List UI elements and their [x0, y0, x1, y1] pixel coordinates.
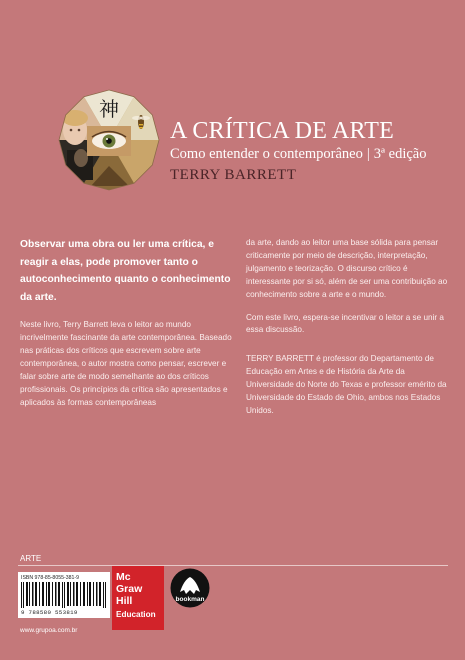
edition-label: 3ª edição [373, 146, 427, 162]
cover-emblem [57, 88, 161, 192]
book-subtitle [170, 146, 427, 163]
body-paragraph-1: Neste livro, Terry Barrett leva o leitor ao mundo incrivelmente fascinante da arte contemporânea. Baseado nas práticas dos críticos que escrevem sobre arte contemporânea, o autor mostra como pensar, escrever e falar sobre arte de modo semelhante ao dos críticos profissionais. Os princípios da crítica são apresentados e aplicados às formas contemporâneas [20, 320, 232, 407]
author-name: TERRY BARRETT [170, 167, 297, 183]
bookman-text: bookman [175, 596, 205, 603]
author-bio: TERRY BARRETT é professor do Departamento de Educação em Artes e de História da Arte da Universidade do Norte do Texas e professor emérito da Universidade do Estado de Ohio, ambos nos Estados Unidos. [246, 354, 447, 415]
logo-line-1: Mc [116, 571, 131, 583]
logo-line-3: Hill [116, 595, 133, 607]
subtitle-text: Como entender o contemporâneo [170, 146, 363, 162]
logo-line-4: Education [116, 610, 156, 619]
website-url: www.grupoa.com.br [20, 627, 78, 634]
body-paragraph-3: Com este livro, espera-se incentivar o leitor a se unir a essa discussão. [246, 312, 444, 335]
book-title: A CRÍTICA DE ARTE [170, 118, 394, 144]
subtitle-separator: | [366, 146, 370, 162]
text-column-right [246, 237, 451, 428]
text-column-left [20, 236, 235, 420]
category-label: ARTE [20, 554, 42, 563]
mcgraw-hill-logo [112, 566, 164, 630]
bookman-logo [170, 568, 210, 608]
body-paragraph-2: da arte, dando ao leitor uma base sólida para pensar criticamente por meio de descrição, interpretação, julgamento e teorização. O discurso crítico é interessante por si só, além de ser uma contribuição ao conhecimento sobre a arte e o mundo. [246, 238, 448, 299]
barcode-digits: 9 788580 553819 [21, 609, 78, 616]
logo-line-2: Graw [116, 583, 143, 595]
barcode-icon [21, 582, 107, 608]
lead-paragraph: Observar uma obra ou ler uma crítica, e reagir a elas, pode promover tanto o autoconhecimento quanto o conhecimento da arte. [20, 239, 231, 303]
footer-divider [18, 565, 448, 566]
kanji-glyph: 神 [99, 97, 119, 121]
isbn-text: ISBN 978-85-8055-381-9 [21, 575, 79, 581]
